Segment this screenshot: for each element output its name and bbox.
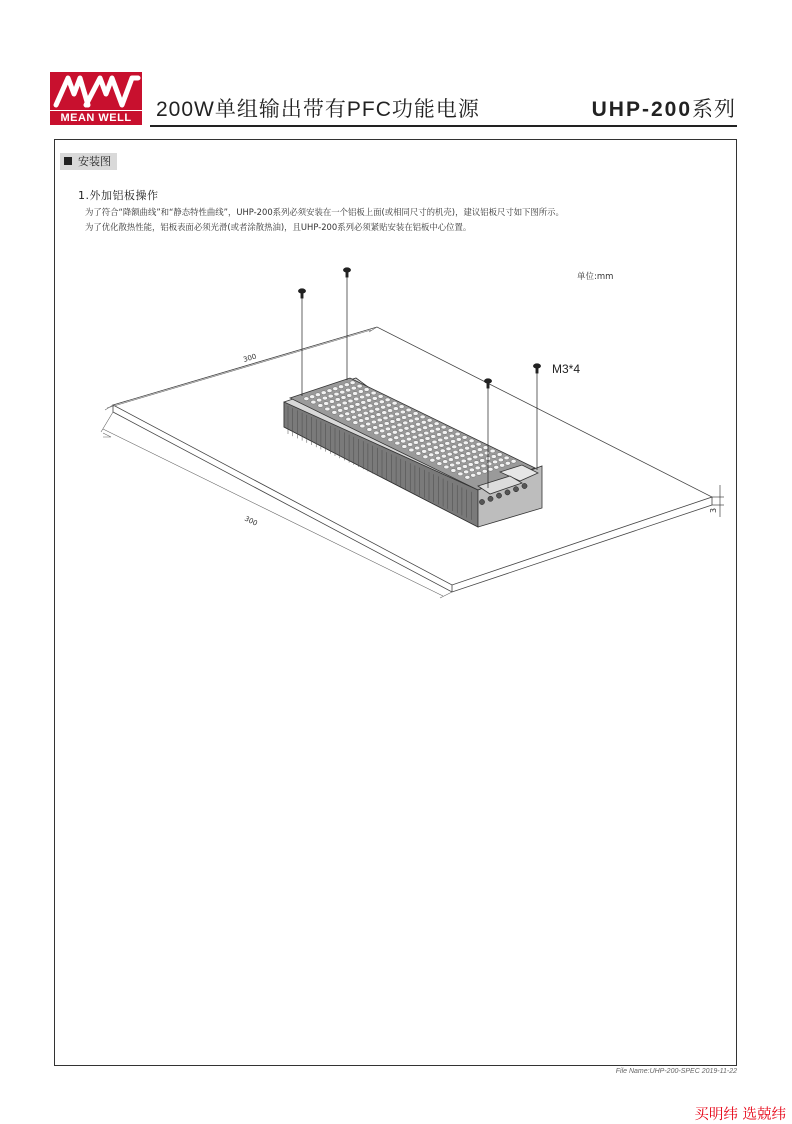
- vent-hole: [408, 443, 413, 447]
- vent-hole: [392, 401, 397, 405]
- vent-hole: [431, 435, 436, 439]
- vent-hole: [403, 421, 408, 425]
- vent-hole: [311, 400, 316, 404]
- vent-hole: [399, 405, 404, 409]
- vent-hole: [474, 461, 479, 465]
- vent-hole: [421, 420, 426, 424]
- vent-hole: [464, 470, 469, 474]
- vent-hole: [352, 415, 357, 419]
- vent-hole: [333, 387, 338, 391]
- vent-hole: [367, 428, 372, 432]
- vent-hole: [381, 434, 386, 438]
- vent-hole: [370, 415, 375, 419]
- vent-hole: [498, 458, 503, 462]
- vent-hole: [360, 424, 365, 428]
- watermark: 买明纬 选兢纬: [694, 1107, 786, 1123]
- vent-hole: [433, 446, 438, 450]
- terminal-screw: [496, 493, 501, 498]
- vent-hole: [467, 457, 472, 461]
- vent-hole: [460, 454, 465, 458]
- vent-hole: [339, 414, 344, 418]
- vent-hole: [505, 461, 510, 465]
- vent-hole: [357, 384, 362, 388]
- vent-hole: [441, 425, 446, 429]
- vent-hole: [469, 439, 474, 443]
- instruction-line-2: 为了优化散热性能，铝板表面必须光滑(或者涂散热油)，且UHP-200系列必须紧贴安装在铝板中心位置。: [85, 222, 472, 232]
- vent-hole: [470, 444, 475, 448]
- vent-hole: [444, 436, 449, 440]
- vent-hole: [469, 468, 474, 472]
- vent-hole: [366, 422, 371, 426]
- vent-hole: [416, 452, 421, 456]
- vent-hole: [388, 438, 393, 442]
- vent-hole: [415, 446, 420, 450]
- vent-hole: [438, 438, 443, 442]
- vent-hole: [356, 408, 361, 412]
- vent-hole: [358, 390, 363, 394]
- vent-hole: [375, 407, 380, 411]
- vent-hole: [378, 424, 383, 428]
- vent-hole: [353, 392, 358, 396]
- vent-hole: [457, 467, 462, 471]
- vent-hole: [343, 407, 348, 411]
- vent-hole: [407, 414, 412, 418]
- vent-hole: [310, 395, 315, 399]
- vent-hole: [354, 397, 359, 401]
- vent-hole: [344, 383, 349, 387]
- vent-hole: [402, 416, 407, 420]
- vent-hole: [325, 407, 330, 411]
- vent-hole: [379, 400, 384, 404]
- vent-hole: [451, 440, 456, 444]
- vent-hole: [414, 417, 419, 421]
- vent-hole: [429, 453, 434, 457]
- vent-hole: [481, 464, 486, 468]
- step-title: 1.外加铝板操作: [78, 189, 159, 202]
- vent-hole: [342, 401, 347, 405]
- vent-hole: [377, 418, 382, 422]
- vent-hole: [483, 446, 488, 450]
- vent-hole: [395, 441, 400, 445]
- vent-hole: [446, 447, 451, 451]
- vent-hole: [404, 426, 409, 430]
- vent-hole: [430, 429, 435, 433]
- vent-hole: [511, 459, 516, 463]
- vent-hole: [374, 402, 379, 406]
- vent-hole: [443, 460, 448, 464]
- vent-hole: [322, 396, 327, 400]
- vent-hole: [461, 459, 466, 463]
- vent-hole: [462, 465, 467, 469]
- vent-hole: [423, 455, 428, 459]
- vent-hole: [487, 462, 492, 466]
- vent-hole: [491, 455, 496, 459]
- vent-hole: [359, 419, 364, 423]
- vent-hole: [388, 409, 393, 413]
- vent-hole: [373, 426, 378, 430]
- vent-hole: [350, 410, 355, 414]
- vent-hole: [365, 393, 370, 397]
- vent-hole: [471, 473, 476, 477]
- vent-hole: [479, 453, 484, 457]
- vent-hole: [434, 422, 439, 426]
- dimension-width-label: 300: [242, 352, 258, 364]
- vent-hole: [329, 400, 334, 404]
- vent-hole: [439, 444, 444, 448]
- vent-hole: [348, 399, 353, 403]
- vent-hole: [360, 395, 365, 399]
- vent-hole: [448, 458, 453, 462]
- vent-hole: [476, 442, 481, 446]
- vent-hole: [364, 417, 369, 421]
- vent-hole: [463, 441, 468, 445]
- vent-hole: [318, 404, 323, 408]
- vent-hole: [426, 442, 431, 446]
- vent-hole: [304, 397, 309, 401]
- vent-hole: [400, 410, 405, 414]
- vent-hole: [387, 432, 392, 436]
- vent-hole: [436, 456, 441, 460]
- vent-hole: [465, 475, 470, 479]
- vent-hole: [398, 428, 403, 432]
- vent-hole: [458, 443, 463, 447]
- vent-hole: [317, 398, 322, 402]
- vent-hole: [476, 471, 481, 475]
- vent-hole: [346, 417, 351, 421]
- vent-hole: [454, 456, 459, 460]
- vent-hole: [380, 429, 385, 433]
- unit-note: 单位:mm: [577, 272, 614, 282]
- vent-hole: [444, 465, 449, 469]
- vent-hole: [458, 472, 463, 476]
- vent-hole: [324, 402, 329, 406]
- vent-hole: [378, 395, 383, 399]
- vent-hole: [345, 412, 350, 416]
- vent-hole: [448, 429, 453, 433]
- vent-hole: [441, 454, 446, 458]
- vent-hole: [401, 439, 406, 443]
- vent-hole: [437, 433, 442, 437]
- vent-hole: [405, 432, 410, 436]
- vent-hole: [447, 452, 452, 456]
- vent-hole: [328, 394, 333, 398]
- vent-hole: [371, 391, 376, 395]
- vent-hole: [386, 403, 391, 407]
- vent-hole: [397, 423, 402, 427]
- vent-hole: [440, 449, 445, 453]
- vent-hole: [381, 405, 386, 409]
- vent-hole: [409, 448, 414, 452]
- vent-hole: [432, 440, 437, 444]
- vent-hole: [327, 389, 332, 393]
- vent-hole: [340, 390, 345, 394]
- vent-hole: [368, 404, 373, 408]
- vent-hole: [456, 438, 461, 442]
- vent-hole: [367, 399, 372, 403]
- vent-hole: [383, 416, 388, 420]
- vent-hole: [462, 436, 467, 440]
- vent-hole: [484, 451, 489, 455]
- model-name: UHP-200: [591, 98, 692, 121]
- vent-hole: [442, 431, 447, 435]
- vent-hole: [418, 433, 423, 437]
- vent-hole: [339, 385, 344, 389]
- vent-hole: [468, 463, 473, 467]
- vent-hole: [455, 432, 460, 436]
- vent-hole: [385, 398, 390, 402]
- vent-hole: [413, 412, 418, 416]
- vent-hole: [392, 430, 397, 434]
- vent-hole: [334, 392, 339, 396]
- vent-hole: [347, 394, 352, 398]
- vent-hole: [427, 448, 432, 452]
- vent-hole: [413, 441, 418, 445]
- vent-hole: [465, 446, 470, 450]
- vent-hole: [369, 409, 374, 413]
- terminal-screw: [522, 483, 527, 488]
- vent-hole: [363, 411, 368, 415]
- vent-hole: [384, 422, 389, 426]
- vent-hole: [371, 420, 376, 424]
- file-name: File Name:UHP-200-SPEC 2019-11-22: [615, 1068, 737, 1075]
- vent-hole: [493, 460, 498, 464]
- vent-hole: [406, 437, 411, 441]
- vent-hole: [406, 408, 411, 412]
- vent-hole: [389, 414, 394, 418]
- vent-hole: [385, 427, 390, 431]
- vent-hole: [372, 397, 377, 401]
- dimension-length-label: 300: [243, 514, 259, 528]
- section-title: 安装图: [78, 155, 111, 168]
- vent-hole: [477, 448, 482, 452]
- vent-hole: [451, 469, 456, 473]
- vent-hole: [430, 458, 435, 462]
- vent-hole: [420, 444, 425, 448]
- terminal-screw: [479, 499, 484, 504]
- vent-hole: [399, 434, 404, 438]
- vent-hole: [361, 401, 366, 405]
- vent-hole: [364, 388, 369, 392]
- vent-hole: [353, 421, 358, 425]
- vent-hole: [497, 453, 502, 457]
- vent-hole: [472, 450, 477, 454]
- document-title: 200W单组输出带有PFC功能电源: [156, 98, 480, 121]
- vent-hole: [395, 412, 400, 416]
- vent-hole: [416, 422, 421, 426]
- vent-hole: [362, 406, 367, 410]
- vent-hole: [394, 436, 399, 440]
- terminal-screw: [513, 487, 518, 492]
- vent-hole: [412, 435, 417, 439]
- vent-hole: [409, 419, 414, 423]
- vent-hole: [423, 426, 428, 430]
- vent-hole: [349, 405, 354, 409]
- logo-brand-text: MEAN WELL: [50, 111, 142, 125]
- vent-hole: [420, 415, 425, 419]
- terminal-screw: [488, 496, 493, 501]
- vent-hole: [357, 413, 362, 417]
- vent-hole: [494, 465, 499, 469]
- vent-hole: [428, 424, 433, 428]
- vent-hole: [490, 449, 495, 453]
- vent-hole: [455, 461, 460, 465]
- vent-hole: [396, 418, 401, 422]
- vent-hole: [335, 398, 340, 402]
- vent-hole: [445, 442, 450, 446]
- vent-hole: [411, 430, 416, 434]
- vent-hole: [417, 428, 422, 432]
- vent-hole: [351, 386, 356, 390]
- vent-hole: [466, 452, 471, 456]
- vent-hole: [475, 466, 480, 470]
- vent-hole: [425, 437, 430, 441]
- vent-hole: [331, 405, 336, 409]
- vent-hole: [449, 434, 454, 438]
- vent-hole: [315, 393, 320, 397]
- vent-hole: [341, 396, 346, 400]
- vent-hole: [435, 427, 440, 431]
- vent-hole: [434, 451, 439, 455]
- vent-hole: [338, 409, 343, 413]
- vent-hole: [346, 388, 351, 392]
- vent-hole: [332, 411, 337, 415]
- vent-hole: [350, 381, 355, 385]
- vent-hole: [391, 425, 396, 429]
- vent-hole: [393, 407, 398, 411]
- vent-hole: [453, 450, 458, 454]
- vent-hole: [504, 456, 509, 460]
- instruction-line-1: 为了符合“降额曲线”和“静态特性曲线”，UHP-200系列必须安装在一个铝板上面(或相同尺寸的机壳)，建议铝板尺寸如下图所示。: [85, 207, 564, 217]
- dimension-thickness-label: 3: [709, 507, 718, 513]
- vent-hole: [488, 467, 493, 471]
- vent-hole: [422, 450, 427, 454]
- vent-hole: [336, 403, 341, 407]
- vent-hole: [482, 469, 487, 473]
- terminal-screw: [505, 490, 510, 495]
- screw-spec-label: M3*4: [552, 362, 581, 376]
- vent-hole: [321, 391, 326, 395]
- vent-hole: [459, 448, 464, 452]
- vent-hole: [410, 424, 415, 428]
- vent-hole: [500, 463, 505, 467]
- vent-hole: [450, 463, 455, 467]
- vent-hole: [480, 459, 485, 463]
- model-suffix: 系列: [692, 98, 736, 121]
- vent-hole: [390, 420, 395, 424]
- vent-hole: [437, 462, 442, 466]
- vent-hole: [427, 418, 432, 422]
- vent-hole: [374, 431, 379, 435]
- vent-hole: [419, 439, 424, 443]
- vent-hole: [376, 413, 381, 417]
- vent-hole: [382, 411, 387, 415]
- vent-hole: [402, 445, 407, 449]
- vent-hole: [452, 445, 457, 449]
- vent-hole: [355, 403, 360, 407]
- vent-hole: [424, 431, 429, 435]
- vent-hole: [473, 455, 478, 459]
